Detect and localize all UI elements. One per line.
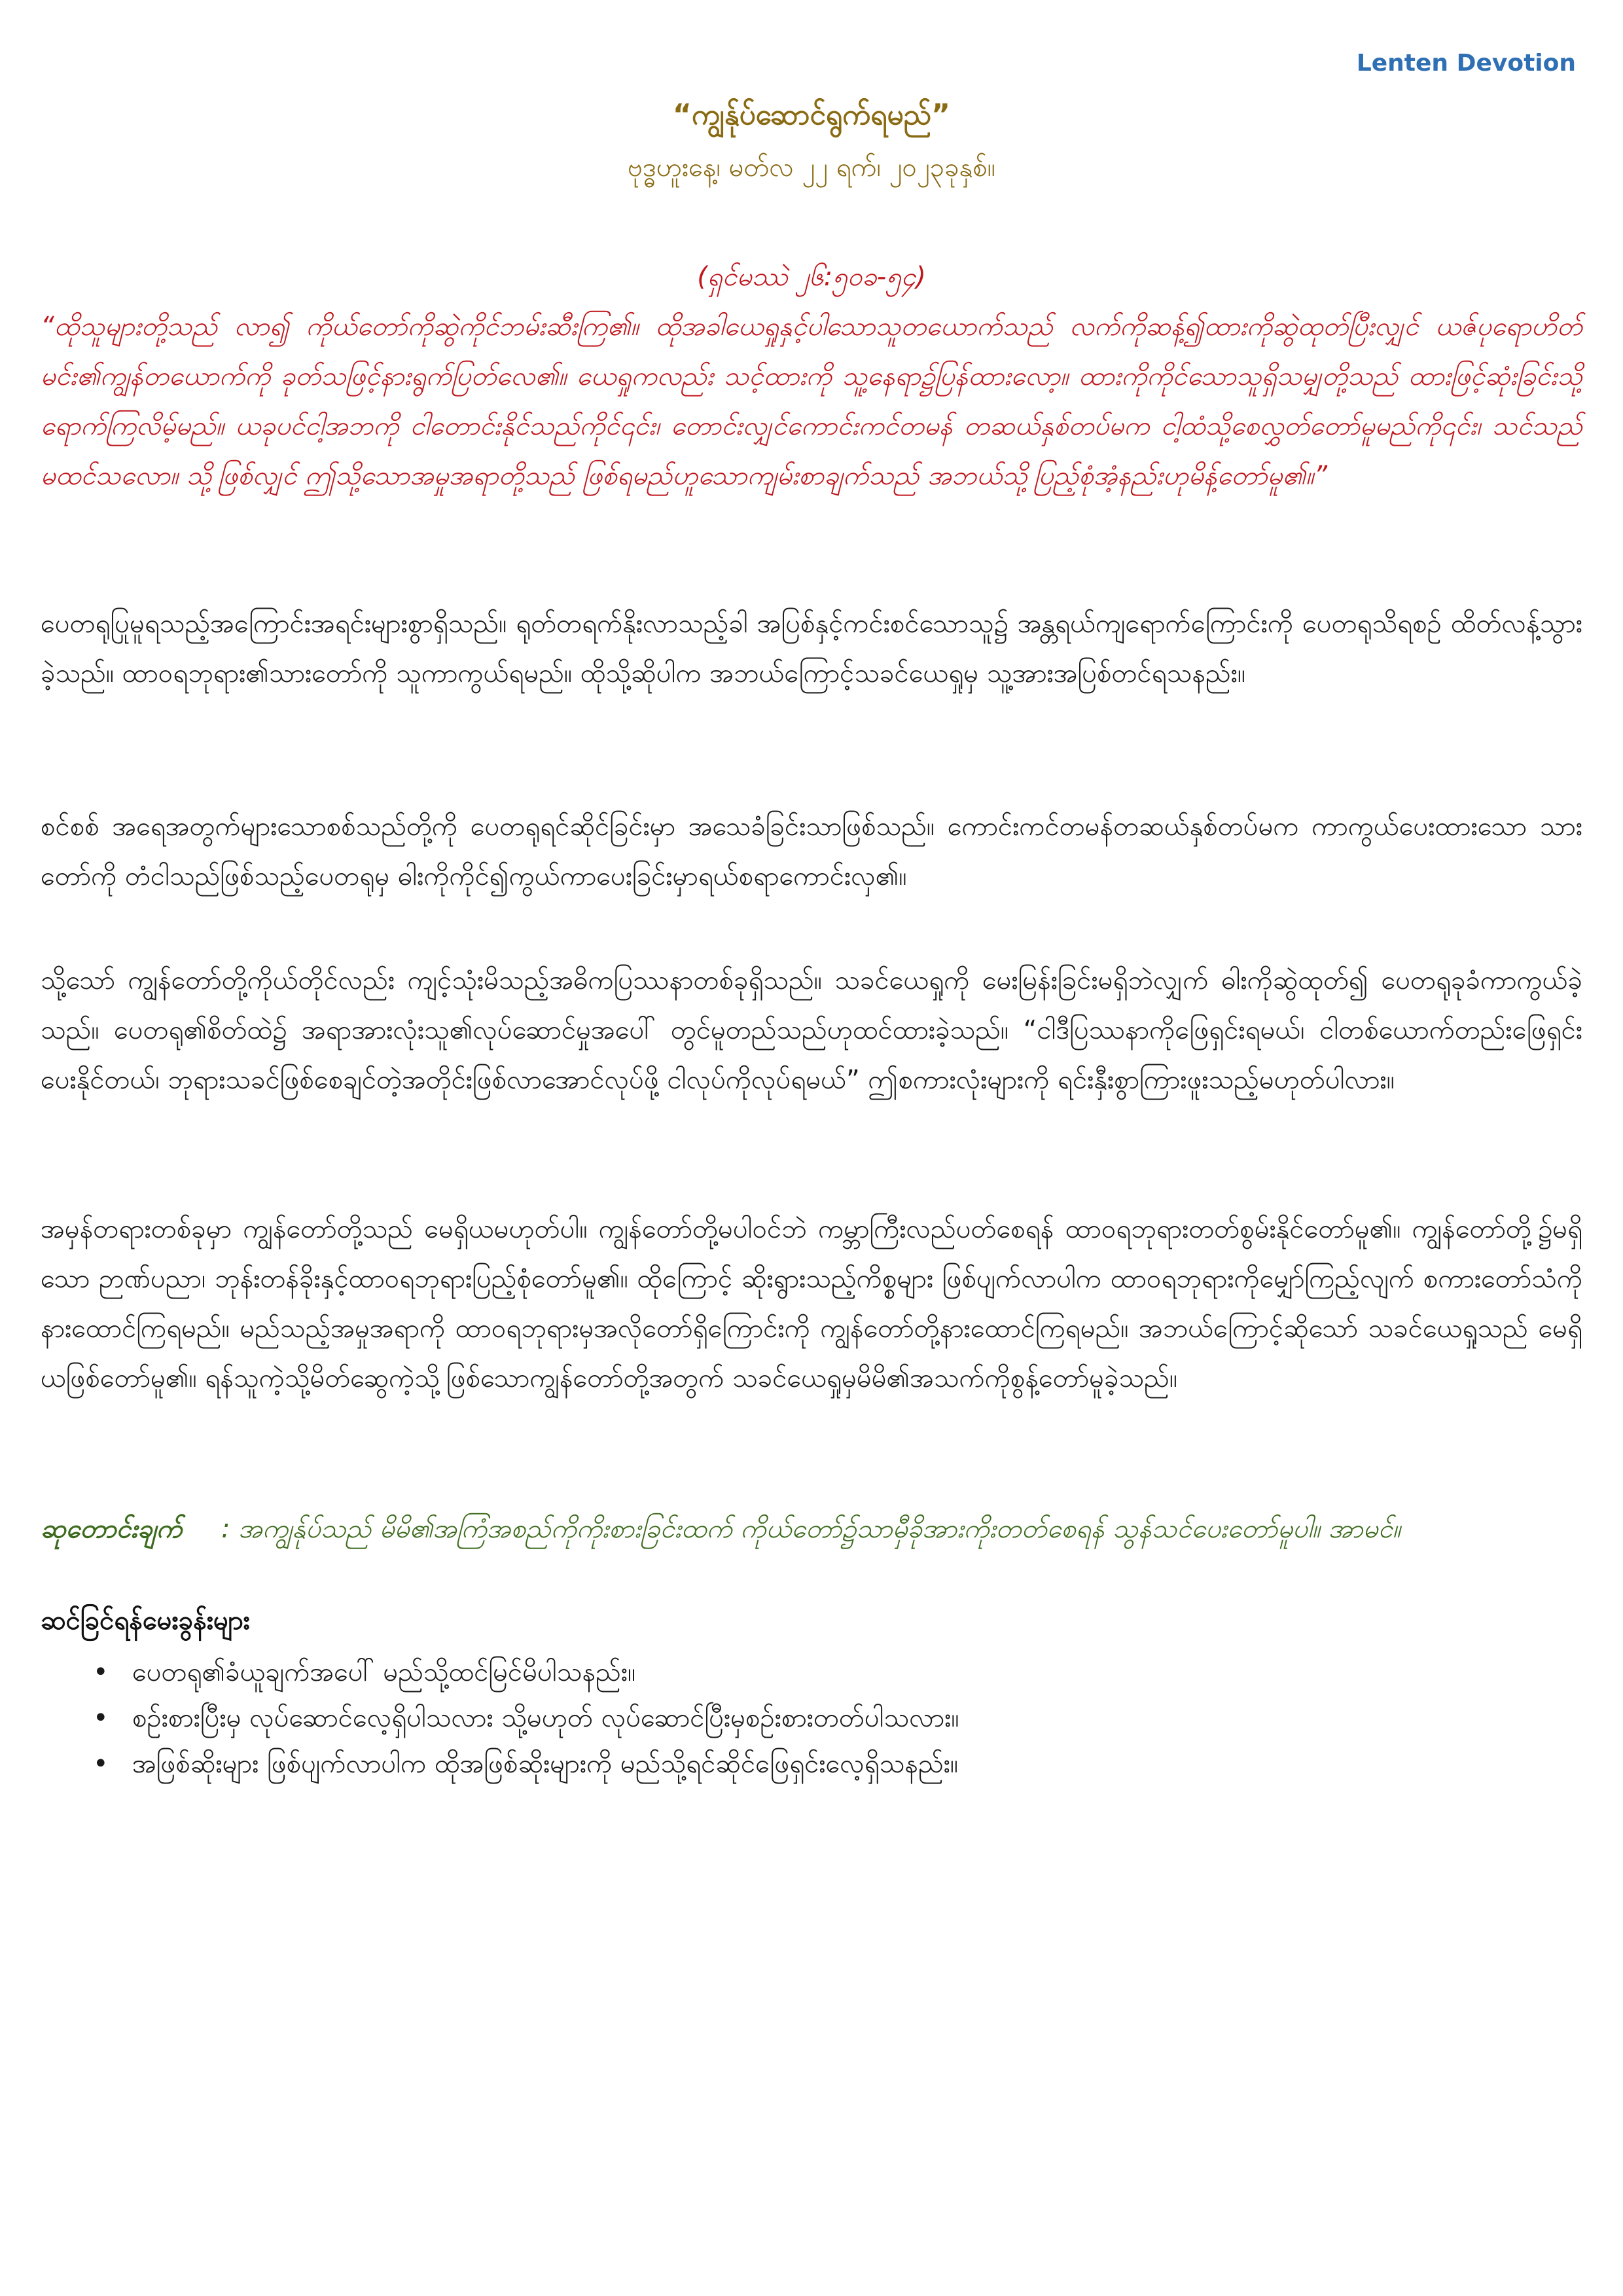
question-text: အဖြစ်ဆိုးများ ဖြစ်ပျက်လာပါက ထိုအဖြစ်ဆိုးများကို မည်သို့ရင်ဆိုင်ဖြေရှင်းလေ့ရှိသနည်း။ — [132, 1749, 959, 1779]
devotion-title: “ကျွန်ုပ်ဆောင်ရွက်ရမည်” — [672, 98, 951, 132]
list-item — [41, 1649, 1582, 1695]
scripture-quote: “ထိုသူများတို့သည် လာ၍ ကိုယ်တော်ကိုဆွဲကိုင်ဘမ်းဆီးကြ၏။ ထိုအခါယေရှုနှင့်ပါသောသူတယောက်သည် လက်ကိုဆန့်၍ထားကိုဆွဲထုတ်ပြီးလျှင် ယဇ်ပုရောဟိတ်မင်း၏ကျွန်တယောက်ကို ခုတ်သဖြင့်နားရွက်ပြတ်လေ၏။ ယေရှုကလည်း သင့်ထားကို သူ့နေရာ၌ပြန်ထားလော့။ ထားကိုကိုင်သောသူရှိသမျှတို့သည် ထားဖြင့်ဆုံးခြင်းသို့ရောက်ကြလိမ့်မည်။ ယခုပင်ငါ့အဘကို ငါတောင်းနိုင်သည်ကိုင်၎င်း၊ တောင်းလျှင်ကောင်းကင်တမန် တဆယ်နှစ်တပ်မက ငါ့ထံသို့စေလွှတ်တော်မူမည်ကို၎င်း၊ သင်သည် မထင်သလော။ သို့ဖြစ်လျှင် ဤသို့သောအမှုအရာတို့သည် ဖြစ်ရမည်ဟူသောကျမ်းစာချက်သည် အဘယ်သို့ပြည့်စုံအံ့နည်းဟုမိန့်တော်မူ၏။” — [41, 312, 1582, 491]
paragraph-4: အမှန်တရားတစ်ခုမှာ ကျွန်တော်တို့သည် မေရှိယမဟုတ်ပါ။ ကျွန်တော်တို့မပါဝင်ဘဲ ကမ္ဘာကြီးလည်ပတ်စေရန် ထာဝရဘုရားတတ်စွမ်းနိုင်တော်မူ၏။ ကျွန်တော်တို့၌မရှိသော ဉာဏ်ပညာ၊ ဘုန်းတန်ခိုးနှင့်ထာဝရဘုရားပြည့်စုံတော်မူ၏။ ထိုကြောင့် ဆိုးရွားသည့်ကိစ္စများ ဖြစ်ပျက်လာပါက ထာဝရဘုရားကိုမျှော်ကြည့်လျက် စကားတော်သံကိုနားထောင်ကြရမည်။ မည်သည့်အမှုအရာကို ထာဝရဘုရားမှအလိုတော်ရှိကြောင်းကို ကျွန်တော်တို့နားထောင်ကြရမည်။ အဘယ်ကြောင့်ဆိုသော် သခင်ယေရှုသည် မေရှိယဖြစ်တော်မူ၏။ ရန်သူကဲ့သို့မိတ်ဆွေကဲ့သို့ဖြစ်သောကျွန်တော်တို့အတွက် သခင်ယေရှုမှမိမိ၏အသက်ကိုစွန့်တော်မူခဲ့သည်။ — [41, 1214, 1582, 1393]
scripture-block — [41, 252, 1582, 501]
scripture-reference: (ရှင်မဿဲ ၂၆:၅၀ခ-၅၄) — [697, 262, 926, 292]
paragraph-2: စင်စစ် အရေအတွက်များသောစစ်သည်တို့ကို ပေတရုရင်ဆိုင်ခြင်းမှာ အသေခံခြင်းသာဖြစ်သည်။ ကောင်းကင်တမန်တဆယ်နှစ်တပ်မက ကာကွယ်ပေးထားသော သားတော်ကို တံငါသည်ဖြစ်သည့်ပေတရုမှ ဓါးကိုကိုင်၍ကွယ်ကာပေးခြင်းမှာရယ်စရာကောင်းလှ၏။ — [41, 812, 1582, 891]
header-tag: Lenten Devotion — [1356, 50, 1576, 77]
questions-title: ဆင်ခြင်ရန်မေးခွန်းများ — [41, 1605, 250, 1636]
prayer-text: : အကျွန်ုပ်သည် မိမိ၏အကြံအစည်ကိုကိုးစားခြင်းထက် ကိုယ်တော်၌သာမှီခိုအားကိုးတတ်စေရန် သွန်သင်ပေးတော်မူပါ။ အာမင်။ — [221, 1514, 1401, 1544]
prayer-block — [41, 1504, 1582, 1554]
list-item — [41, 1741, 1582, 1787]
bullet-icon: • — [93, 1703, 109, 1733]
list-item — [41, 1695, 1582, 1741]
bullet-icon: • — [93, 1749, 109, 1779]
prayer-label: ဆုတောင်းချက် — [41, 1514, 183, 1544]
questions-list — [41, 1649, 1582, 1787]
paragraph-3: သို့သော် ကျွန်တော်တို့ကိုယ်တိုင်လည်း ကျင့်သုံးမိသည့်အဓိကပြဿနာတစ်ခုရှိသည်။ သခင်ယေရှုကို မေးမြန်းခြင်းမရှိဘဲလျှက် ဓါးကိုဆွဲထုတ်၍ ပေတရုခုခံကာကွယ်ခဲ့သည်။ ပေတရု၏စိတ်ထဲ၌ အရာအားလုံးသူ၏လုပ်ဆောင်မှုအပေါ် တွင်မူတည်သည်ဟုထင်ထားခဲ့သည်။ “ငါဒီပြဿနာကိုဖြေရှင်းရမယ်၊ ငါတစ်ယောက်တည်းဖြေရှင်းပေးနိုင်တယ်၊ ဘုရားသခင်ဖြစ်စေချင်တဲ့အတိုင်းဖြစ်လာအောင်လုပ်ဖို့ ငါလုပ်ကိုလုပ်ရမယ်” ဤစကားလုံးများကို ရင်းနှီးစွာကြားဖူးသည့်မဟုတ်ပါလား။ — [41, 965, 1582, 1095]
question-text: ပေတရု၏ခံယူချက်အပေါ် မည်သို့ထင်မြင်မိပါသနည်း။ — [132, 1657, 636, 1687]
bullet-icon: • — [93, 1657, 109, 1687]
question-text: စဉ်းစားပြီးမှ လုပ်ဆောင်လေ့ရှိပါသလား သို့မဟုတ် လုပ်ဆောင်ပြီးမှစဉ်းစားတတ်ပါသလား။ — [132, 1703, 959, 1733]
devotion-date: ဗုဒ္ဓဟူးနေ့၊ မတ်လ ၂၂ ရက်၊ ၂၀၂၃ခုနှစ်။ — [628, 152, 995, 183]
paragraph-1: ပေတရုပြုမူရသည့်အကြောင်းအရင်းများစွာရှိသည်။ ရုတ်တရက်နိုးလာသည့်ခါ အပြစ်နှင့်ကင်းစင်သောသူ၌ အန္တရယ်ကျရောက်ကြောင်းကို ပေတရုသိရစဉ် ထိတ်လန့်သွားခဲ့သည်။ ထာဝရဘုရား၏သားတော်ကို သူကာကွယ်ရမည်။ ထိုသို့ဆိုပါက အဘယ်ကြောင့်သခင်ယေရှုမှ သူ့အားအပြစ်တင်ရသနည်း။ — [41, 609, 1582, 689]
